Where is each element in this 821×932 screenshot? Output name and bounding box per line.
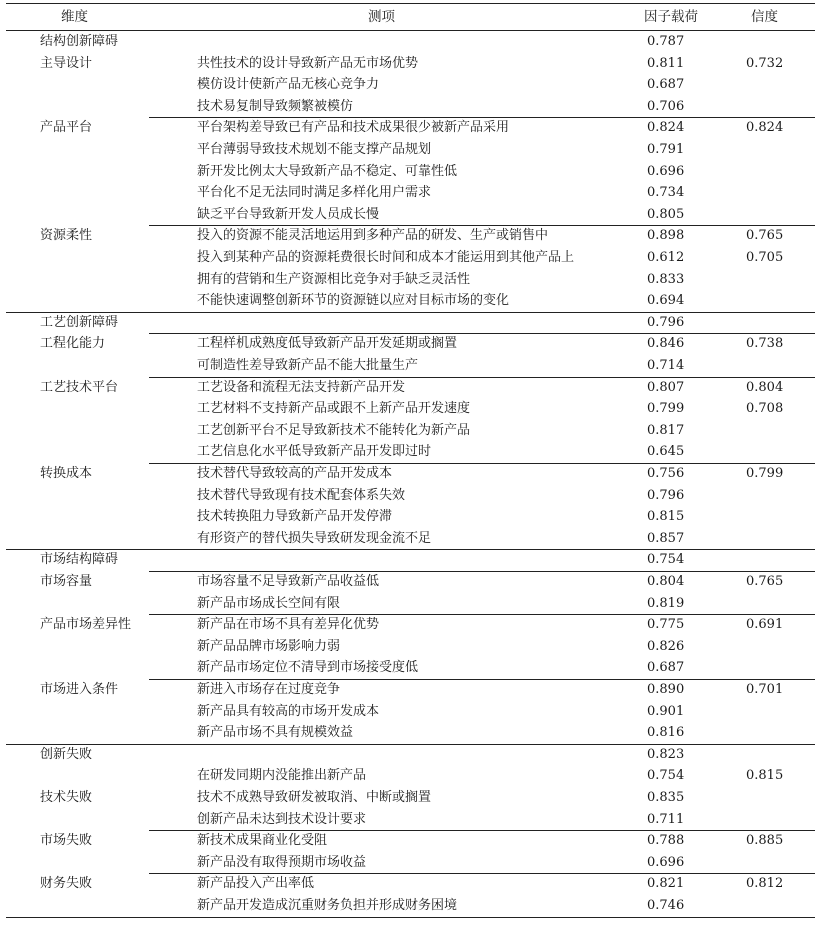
- reliability-cell: 0.732: [746, 55, 784, 71]
- subgroup-divider: [149, 333, 815, 334]
- item-cell: 新产品具有较高的市场开发成本: [197, 703, 380, 719]
- loading-cell: 0.835: [647, 790, 685, 805]
- loading-cell: 0.711: [647, 811, 685, 827]
- group-divider: [6, 744, 815, 745]
- subgroup-divider: [149, 377, 815, 378]
- dimension-cell: 技术失败: [40, 790, 93, 805]
- dimension-cell: 市场结构障碍: [40, 552, 119, 568]
- loading-cell: 0.775: [647, 617, 685, 633]
- item-cell: 新开发比例太大导致新产品不稳定、可靠性低: [197, 163, 458, 179]
- loading-cell: 0.791: [647, 142, 685, 157]
- loading-cell: 0.824: [647, 120, 685, 136]
- reliability-cell: 0.765: [746, 228, 784, 244]
- item-cell: 技术替代导致现有技术配套体系失效: [197, 487, 406, 503]
- loading-cell: 0.826: [647, 638, 685, 654]
- loading-cell: 0.687: [647, 660, 685, 676]
- loading-cell: 0.714: [647, 358, 685, 373]
- item-cell: 创新产品未达到技术设计要求: [197, 811, 367, 827]
- group-divider: [6, 312, 815, 313]
- loading-cell: 0.754: [647, 768, 685, 784]
- loading-cell: 0.821: [647, 876, 685, 892]
- dimension-cell: 工艺技术平台: [40, 379, 119, 395]
- subgroup-divider: [149, 679, 815, 680]
- subgroup-divider: [149, 873, 815, 874]
- item-cell: 市场容量不足导致新产品收益低: [197, 574, 380, 589]
- loading-cell: 0.696: [647, 163, 685, 179]
- item-cell: 共性技术的设计导致新产品无市场优势: [197, 55, 419, 71]
- item-cell: 工艺创新平台不足导致新技术不能转化为新产品: [197, 422, 471, 438]
- loading-cell: 0.817: [647, 422, 685, 438]
- loading-cell: 0.898: [647, 228, 685, 244]
- dimension-cell: 市场失败: [40, 833, 93, 849]
- loading-cell: 0.687: [647, 77, 685, 93]
- loading-cell: 0.696: [647, 854, 685, 870]
- item-cell: 技术替代导致较高的产品开发成本: [197, 466, 393, 481]
- reliability-cell: 0.799: [746, 466, 784, 481]
- item-cell: 新产品在市场不具有差异化优势: [197, 617, 380, 633]
- loading-cell: 0.796: [647, 314, 685, 330]
- loading-cell: 0.816: [647, 725, 685, 741]
- loading-cell: 0.694: [647, 293, 685, 309]
- loading-cell: 0.804: [647, 574, 685, 589]
- header-item: 测项: [368, 9, 395, 25]
- loading-cell: 0.823: [647, 746, 685, 762]
- reliability-cell: 0.804: [746, 379, 784, 395]
- loading-cell: 0.756: [647, 466, 685, 481]
- item-cell: 新产品没有取得预期市场收益: [197, 854, 367, 870]
- reliability-cell: 0.815: [746, 768, 784, 784]
- subgroup-divider: [149, 117, 815, 118]
- item-cell: 投入到某种产品的资源耗费很长时间和成本才能运用到其他产品上: [197, 250, 575, 265]
- loading-cell: 0.819: [647, 595, 685, 611]
- item-cell: 新产品市场定位不清导到市场接受度低: [197, 660, 419, 676]
- item-cell: 新产品品牌市场影响力弱: [197, 638, 341, 654]
- dimension-cell: 产品市场差异性: [40, 617, 132, 633]
- item-cell: 新进入市场存在过度竞争: [197, 682, 341, 697]
- header-reliability: 信度: [751, 9, 778, 25]
- reliability-cell: 0.824: [746, 120, 784, 136]
- item-cell: 新产品开发造成沉重财务负担并形成财务困境: [197, 898, 458, 913]
- item-cell: 模仿设计使新产品无核心竞争力: [197, 77, 380, 93]
- loading-cell: 0.901: [647, 703, 685, 719]
- item-cell: 技术转换阻力导致新产品开发停滞: [197, 509, 393, 525]
- item-cell: 有形资产的替代损失导致研发现金流不足: [197, 530, 432, 546]
- loading-cell: 0.612: [647, 250, 685, 265]
- loading-cell: 0.734: [647, 185, 685, 201]
- loading-cell: 0.746: [647, 898, 685, 913]
- loading-cell: 0.706: [647, 98, 685, 114]
- subgroup-divider: [149, 614, 815, 615]
- loading-cell: 0.815: [647, 509, 685, 525]
- item-cell: 技术不成熟导致研发被取消、中断或搁置: [197, 790, 432, 805]
- loading-cell: 0.754: [647, 552, 685, 568]
- reliability-cell: 0.765: [746, 574, 784, 589]
- loading-cell: 0.805: [647, 206, 685, 222]
- loading-cell: 0.857: [647, 530, 685, 546]
- item-cell: 拥有的营销和生产资源相比竞争对手缺乏灵活性: [197, 271, 471, 287]
- loading-cell: 0.833: [647, 271, 685, 287]
- item-cell: 新产品市场不具有规模效益: [197, 725, 354, 741]
- loading-cell: 0.846: [647, 336, 685, 352]
- loading-cell: 0.799: [647, 401, 685, 417]
- dimension-cell: 产品平台: [40, 120, 93, 136]
- reliability-cell: 0.885: [746, 833, 784, 849]
- item-cell: 缺乏平台导致新开发人员成长慢: [197, 206, 380, 222]
- item-cell: 工艺设备和流程无法支持新产品开发: [197, 379, 406, 395]
- item-cell: 新产品市场成长空间有限: [197, 595, 341, 611]
- item-cell: 新产品投入产出率低: [197, 876, 315, 892]
- item-cell: 工艺材料不支持新产品或跟不上新产品开发速度: [197, 401, 471, 417]
- dimension-cell: 工艺创新障碍: [40, 314, 119, 330]
- dimension-cell: 工程化能力: [40, 336, 106, 352]
- item-cell: 不能快速调整创新环节的资源链以应对目标市场的变化: [197, 293, 510, 309]
- item-cell: 在研发同期内没能推出新产品: [197, 768, 367, 784]
- subgroup-divider: [149, 830, 815, 831]
- item-cell: 工艺信息化水平低导致新产品开发即过时: [197, 444, 432, 460]
- loading-cell: 0.890: [647, 682, 685, 697]
- item-cell: 工程样机成熟度低导致新产品开发延期或搁置: [197, 336, 458, 352]
- subgroup-divider: [149, 571, 815, 572]
- group-divider: [6, 549, 815, 550]
- loading-cell: 0.807: [647, 379, 685, 395]
- item-cell: 新技术成果商业化受阻: [197, 833, 328, 849]
- dimension-cell: 创新失败: [40, 746, 93, 762]
- reliability-cell: 0.812: [746, 876, 784, 892]
- item-cell: 平台架构差导致已有产品和技术成果很少被新产品采用: [197, 120, 510, 136]
- item-cell: 平台化不足无法同时满足多样化用户需求: [197, 185, 432, 201]
- dimension-cell: 市场容量: [40, 574, 93, 589]
- dimension-cell: 主导设计: [40, 55, 93, 71]
- loading-cell: 0.787: [647, 34, 685, 49]
- subgroup-divider: [149, 225, 815, 226]
- dimension-cell: 财务失败: [40, 876, 93, 892]
- loading-cell: 0.788: [647, 833, 685, 849]
- item-cell: 投入的资源不能灵活地运用到多种产品的研发、生产或销售中: [197, 228, 549, 244]
- table-bottom-rule: [6, 917, 815, 918]
- dimension-cell: 资源柔性: [40, 228, 93, 244]
- item-cell: 平台薄弱导致技术规划不能支撑产品规划: [197, 142, 432, 157]
- dimension-cell: 市场进入条件: [40, 682, 119, 697]
- loading-cell: 0.796: [647, 487, 685, 503]
- loading-cell: 0.811: [647, 55, 685, 71]
- reliability-cell: 0.708: [746, 401, 784, 417]
- header-loading: 因子载荷: [644, 9, 698, 25]
- subgroup-divider: [149, 463, 815, 464]
- item-cell: 可制造性差导致新产品不能大批量生产: [197, 358, 419, 373]
- loading-cell: 0.645: [647, 444, 685, 460]
- reliability-cell: 0.738: [746, 336, 784, 352]
- reliability-cell: 0.701: [746, 682, 784, 697]
- reliability-cell: 0.691: [746, 617, 784, 633]
- factor-loading-table: [6, 0, 815, 932]
- header-dimension: 维度: [61, 9, 88, 25]
- item-cell: 技术易复制导致频繁被模仿: [197, 98, 354, 114]
- dimension-cell: 转换成本: [40, 466, 93, 481]
- reliability-cell: 0.705: [746, 250, 784, 265]
- dimension-cell: 结构创新障碍: [40, 34, 119, 49]
